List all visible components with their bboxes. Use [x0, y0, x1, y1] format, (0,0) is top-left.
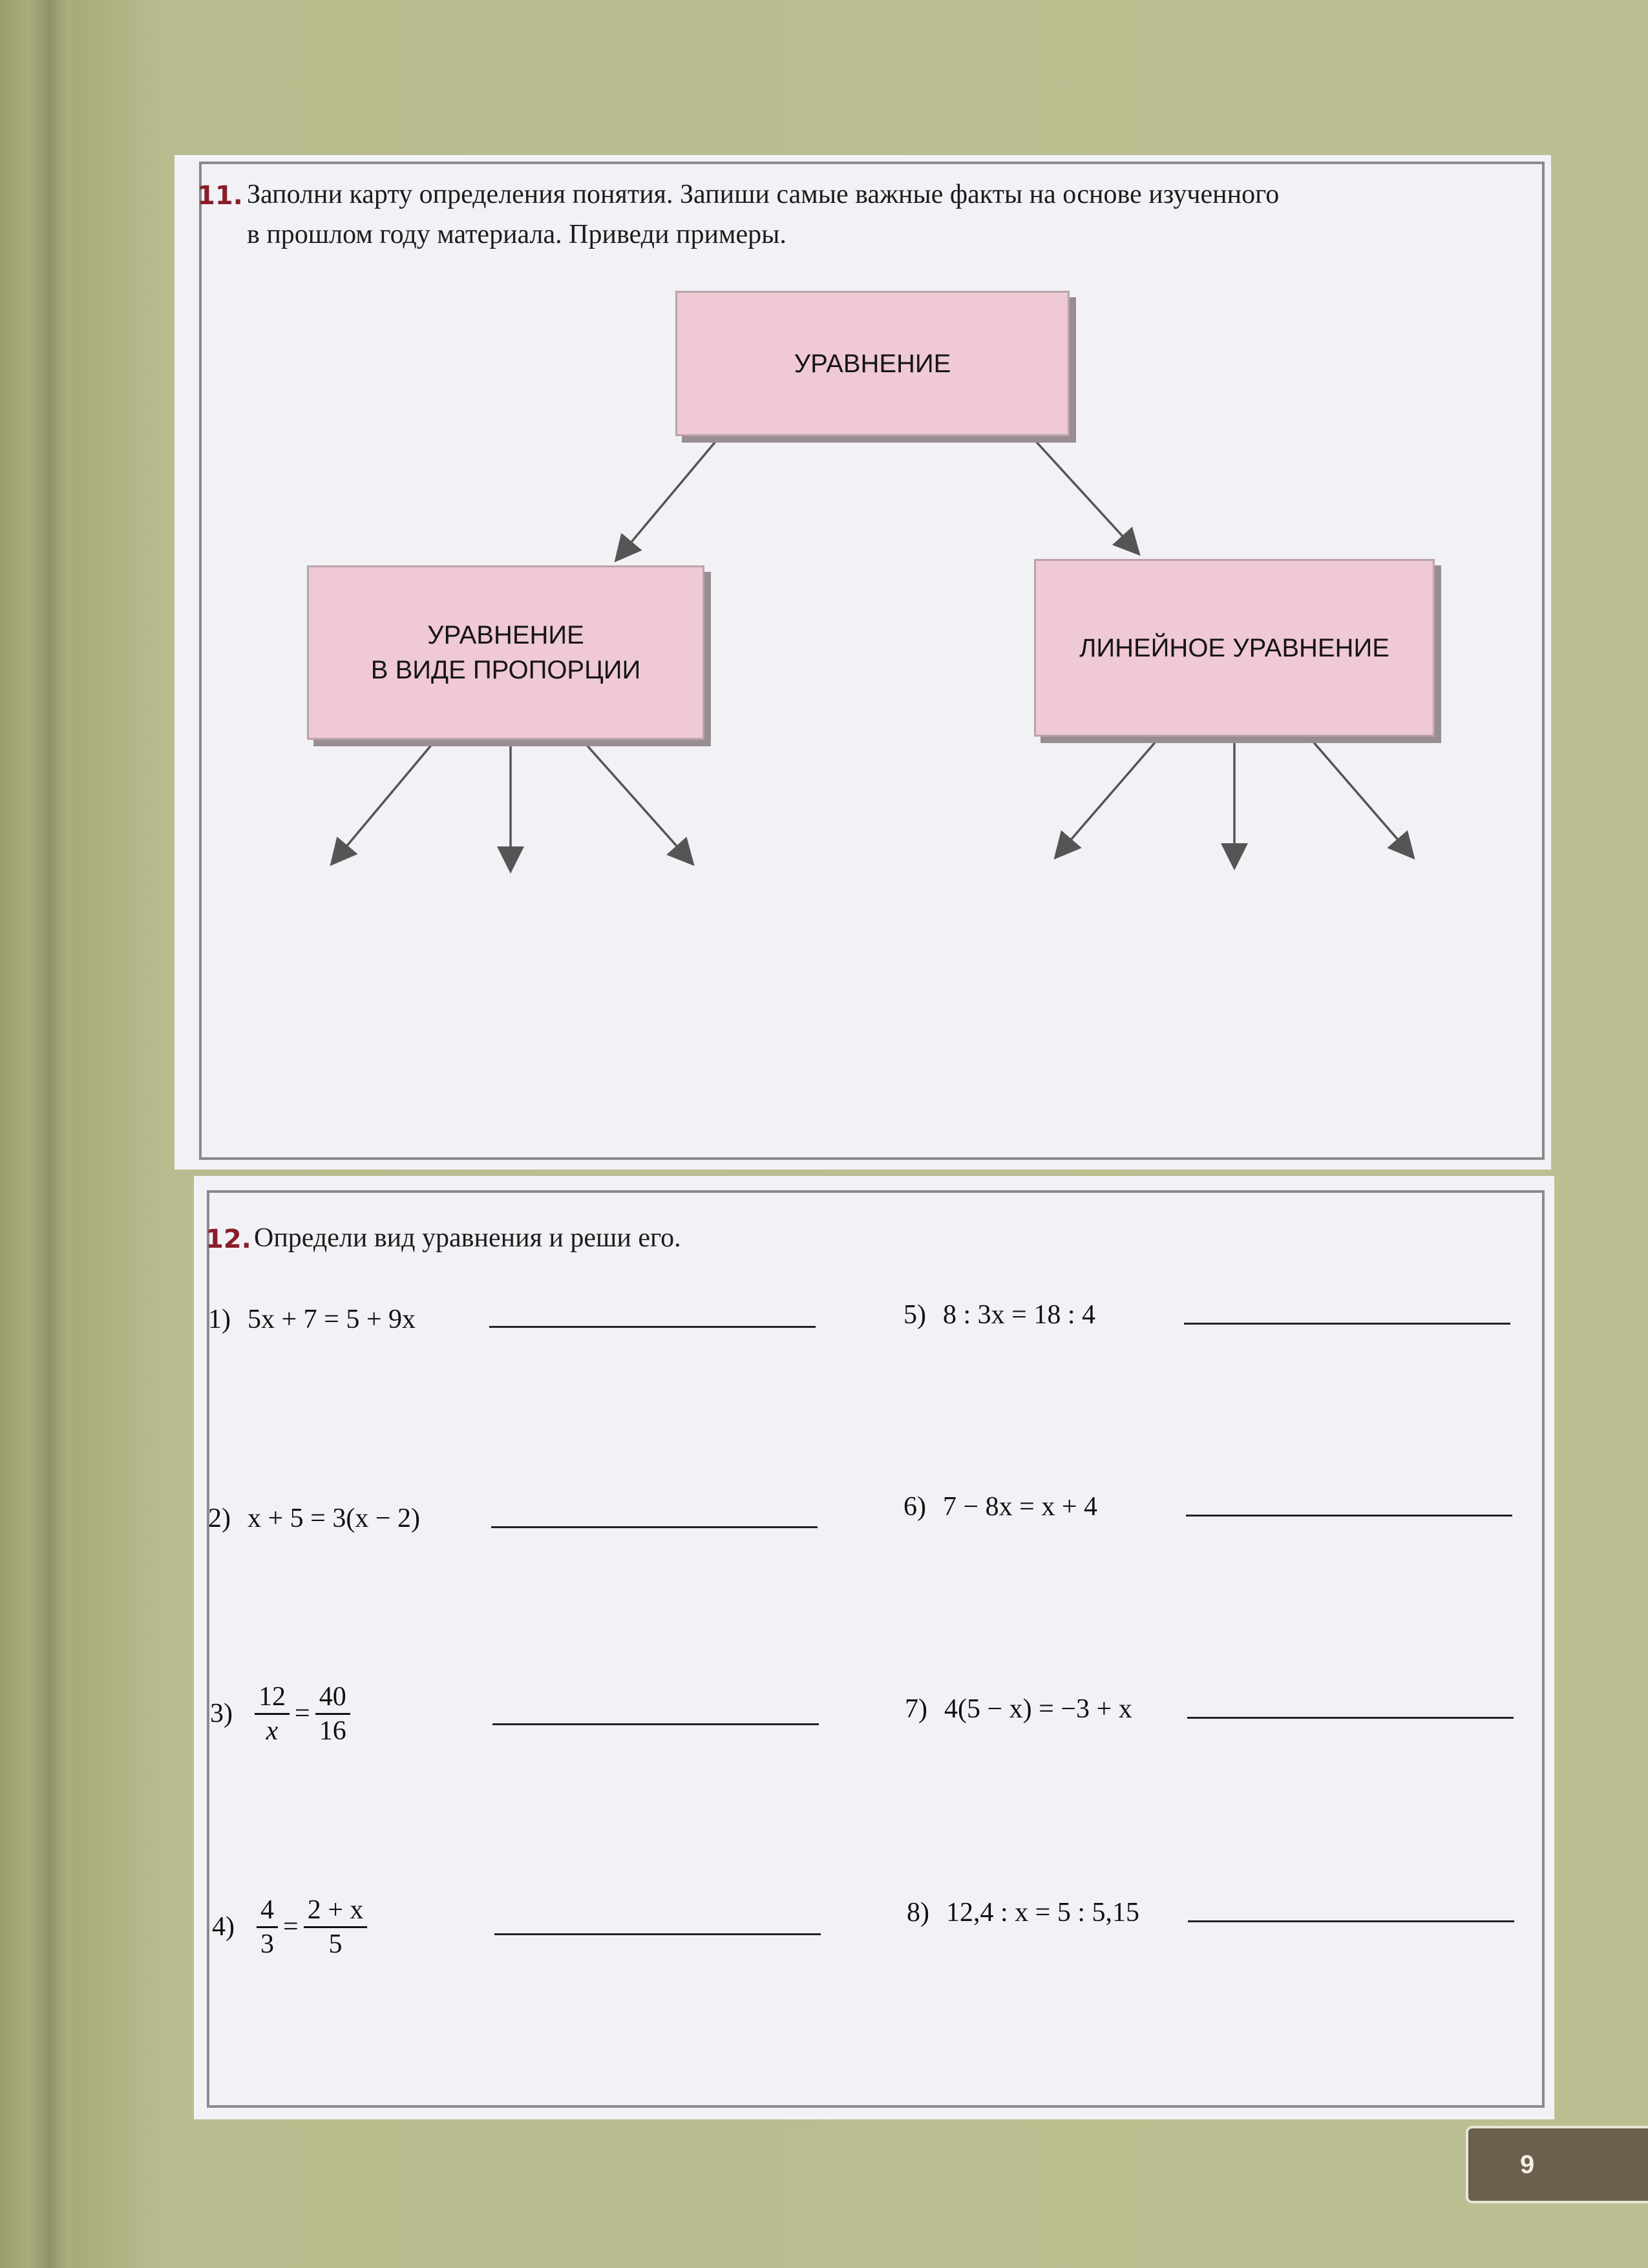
arrow-main-to-left: [617, 439, 717, 559]
page-number-tab: [1466, 2126, 1648, 2203]
equation-8-number: 8): [907, 1898, 929, 1927]
answer-line-8[interactable]: [1188, 1920, 1514, 1922]
answer-line-5[interactable]: [1184, 1323, 1510, 1325]
equation-4-frac2-top: 2 + x: [304, 1894, 368, 1928]
equation-2-text: x + 5 = 3(x − 2): [248, 1504, 421, 1533]
equation-4-fraction-left: [257, 1894, 278, 1960]
equation-5-text: 8 : 3x = 18 : 4: [943, 1300, 1096, 1330]
equation-1: [208, 1300, 416, 1339]
equation-5-number: 5): [903, 1300, 926, 1330]
equation-3-frac1-bottom: x: [266, 1716, 279, 1746]
equation-5: [903, 1296, 1095, 1334]
answer-line-6[interactable]: [1186, 1515, 1512, 1517]
task-11-instruction-line1: Заполни карту определения понятия. Запиши самые важные факты на основе изученного: [247, 180, 1280, 209]
equation-7-text: 4(5 − x) = −3 + x: [944, 1694, 1132, 1724]
answer-line-3[interactable]: [492, 1723, 819, 1725]
equation-7: [905, 1690, 1132, 1728]
equation-8: [907, 1893, 1139, 1932]
equation-2-number: 2): [208, 1504, 231, 1533]
arrow-left-1: [333, 743, 433, 863]
concept-box-equation-label: УРАВНЕНИЕ: [794, 349, 951, 378]
answer-line-4[interactable]: [494, 1933, 821, 1935]
arrow-right-1: [1057, 737, 1160, 856]
equation-1-number: 1): [208, 1305, 231, 1334]
equation-1-text: 5x + 7 = 5 + 9x: [248, 1305, 416, 1334]
concept-box-linear-label: ЛИНЕЙНОЕ УРАВНЕНИЕ: [1079, 633, 1389, 662]
equation-3-frac2-top: 40: [315, 1681, 350, 1715]
equation-3-fraction-right: [315, 1681, 350, 1747]
equation-3-number: 3): [210, 1699, 233, 1728]
concept-box-equation: [675, 291, 1070, 436]
task-11-number: 11.: [197, 181, 243, 211]
answer-line-2[interactable]: [491, 1526, 818, 1528]
equation-4-frac1-bottom: 3: [260, 1929, 274, 1959]
concept-box-proportion-line1: УРАВНЕНИЕ: [427, 621, 584, 649]
answer-line-7[interactable]: [1187, 1717, 1514, 1719]
equation-3: [210, 1678, 355, 1749]
arrow-main-to-right: [1034, 439, 1137, 552]
task-12-number: 12.: [206, 1224, 251, 1254]
concept-box-proportion: [307, 565, 704, 740]
equation-3-equals: =: [295, 1699, 310, 1728]
equation-4-frac1-top: 4: [257, 1894, 278, 1928]
concept-box-linear: [1034, 559, 1435, 737]
equation-6-text: 7 − 8x = x + 4: [943, 1492, 1098, 1522]
equation-4-frac2-bottom: 5: [328, 1929, 343, 1959]
answer-line-1[interactable]: [489, 1326, 816, 1328]
task-12-instruction: Определи вид уравнения и реши его.: [254, 1223, 681, 1253]
equation-8-text: 12,4 : x = 5 : 5,15: [946, 1898, 1140, 1927]
equation-4-fraction-right: [304, 1894, 368, 1960]
equation-4-equals: =: [283, 1912, 299, 1942]
arrow-right-3: [1309, 737, 1412, 856]
equation-3-frac1-top: 12: [255, 1681, 290, 1715]
equation-6: [903, 1487, 1097, 1526]
equation-3-fraction-left: [255, 1681, 290, 1747]
page-number: 9: [1520, 2150, 1535, 2179]
equation-6-number: 6): [903, 1492, 926, 1522]
equation-2: [208, 1499, 420, 1538]
arrow-left-3: [585, 743, 692, 863]
equation-4-number: 4): [212, 1912, 235, 1942]
equation-4: [212, 1891, 372, 1962]
concept-box-proportion-line2: В ВИДЕ ПРОПОРЦИИ: [370, 656, 641, 684]
equation-3-frac2-bottom: 16: [319, 1716, 346, 1746]
task-11-instruction-line2: в прошлом году материала. Приведи примеры.: [247, 220, 787, 249]
equation-7-number: 7): [905, 1694, 927, 1724]
